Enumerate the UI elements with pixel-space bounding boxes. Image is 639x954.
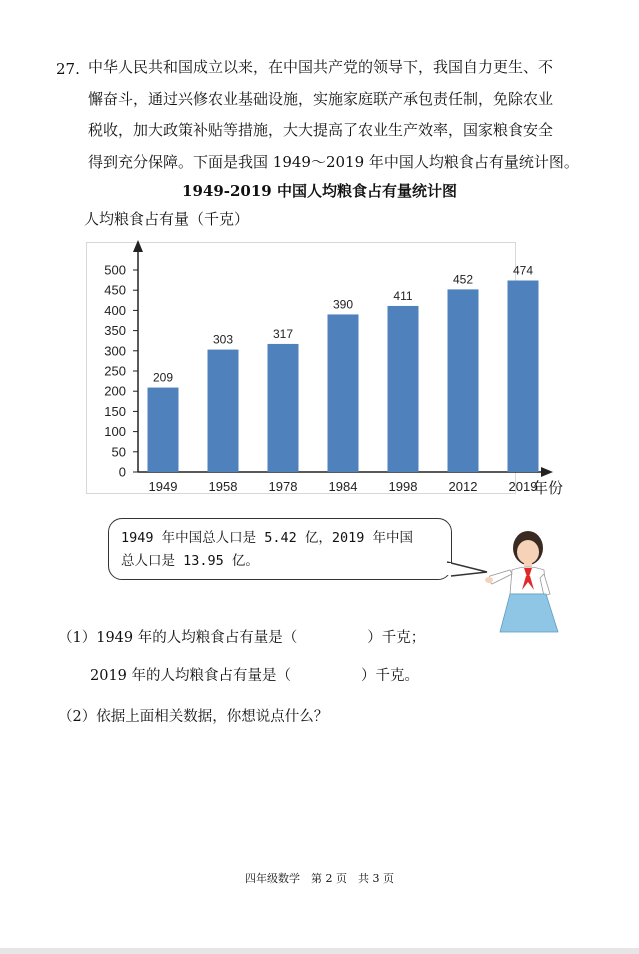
bar (148, 388, 179, 472)
q1-suffix: ）千克； (367, 630, 426, 646)
paragraph-line: 税收，加大政策补贴等措施，大大提高了农业生产效率，国家粮食安全 (88, 121, 554, 139)
question-number: 27. (56, 60, 80, 78)
bar-value-label: 474 (512, 263, 534, 278)
y-tick-label: 350 (104, 323, 126, 339)
chart-y-axis-label: 人均粮食占有量（千克） (84, 210, 250, 228)
bar (268, 344, 299, 472)
y-tick-label: 450 (104, 282, 126, 298)
bar (448, 289, 479, 472)
bottom-bar (0, 948, 639, 954)
bar-value-label: 317 (272, 326, 294, 341)
y-tick-label: 300 (104, 343, 126, 359)
x-tick-label: 1949 (148, 479, 178, 494)
bar-value-label: 390 (332, 297, 354, 312)
sub-question-1b (90, 664, 419, 685)
x-tick-label: 1978 (268, 479, 298, 494)
y-tick-label: 500 (104, 262, 126, 278)
y-tick-label: 200 (104, 383, 126, 399)
page-footer: 四年级数学 第 2 页 共 3 页 (245, 872, 394, 885)
y-tick-label: 100 (104, 424, 126, 440)
speech-line: 1949 年中国总人口是 5.42 亿，2019 年中国 (121, 530, 414, 546)
x-tick-label: 2019 (508, 479, 538, 494)
bar-value-label: 452 (452, 272, 474, 287)
bar-value-label: 209 (152, 370, 174, 385)
x-tick-label: 1998 (388, 479, 418, 494)
y-axis-arrow (133, 240, 143, 252)
paragraph-line: 得到充分保障。下面是我国 1949～2019 年中国人均粮食占有量统计图。 (88, 152, 579, 171)
y-tick-label: 250 (104, 363, 126, 379)
x-axis-title: 年份 (532, 479, 564, 497)
bar (208, 350, 239, 472)
y-tick-label: 50 (111, 444, 126, 460)
q1b-suffix: ）千克。 (361, 668, 420, 684)
speech-line: 总人口是 13.95 亿。 (121, 553, 259, 569)
bar (328, 314, 359, 472)
sub-question-2: （2）依据上面相关数据，你想说点什么？ (58, 709, 329, 725)
sub-question-1 (58, 626, 425, 647)
speech-bubble-tail (447, 560, 489, 582)
speech-bubble (108, 518, 452, 580)
q1-prefix: （1）1949 年的人均粮食占有量是（ (58, 630, 298, 646)
bar (388, 306, 419, 472)
paragraph-line: 中华人民共和国成立以来，在中国共产党的领导下，我国自力更生、不 (88, 58, 554, 76)
paragraph-line: 懈奋斗，通过兴修农业基础设施，实施家庭联产承包责任制，免除农业 (88, 89, 554, 108)
y-tick-label: 150 (104, 403, 126, 419)
x-tick-label: 1958 (208, 479, 238, 494)
bar-value-label: 303 (212, 332, 234, 347)
chart-title: 1949-2019 中国人均粮食占有量统计图 (182, 182, 457, 200)
x-tick-label: 1984 (328, 479, 358, 494)
q1b-prefix: 2019 年的人均粮食占有量是（ (90, 668, 292, 684)
bar (508, 281, 539, 472)
y-tick-label: 0 (118, 464, 126, 480)
girl-illustration (484, 528, 566, 634)
bar-value-label: 411 (393, 288, 413, 303)
y-tick-label: 400 (104, 302, 126, 318)
x-axis-arrow (541, 467, 553, 477)
x-tick-label: 2012 (448, 479, 478, 494)
